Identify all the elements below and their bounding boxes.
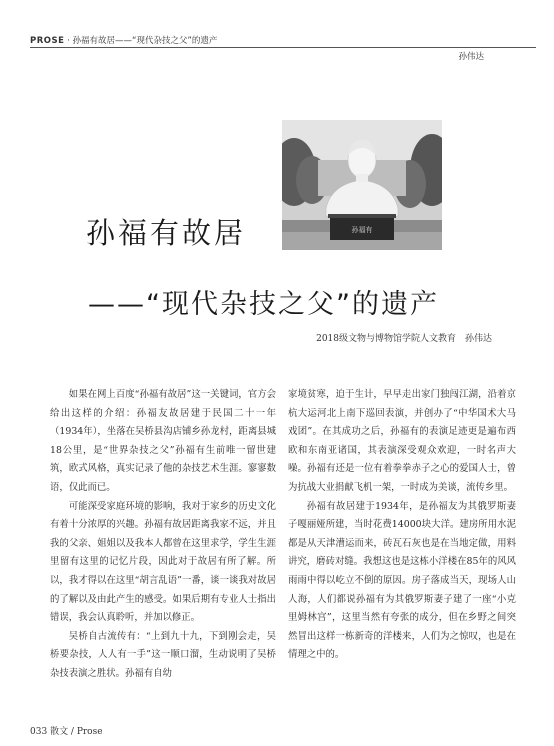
running-title: 孙福有故居——“现代杂技之父”的遗产 <box>72 36 218 46</box>
header-author: 孙伟达 <box>458 52 484 62</box>
paragraph-continued: 家境贫寒，迫于生计，早早走出家门独闯江湖，沿着京杭大运河北上南下巡回表演，并创办了“中华国术大马戏团”。在其成功之后，孙福有的表演足迹更是遍布西欧和东南亚诸国，其表演深受观众欢迎，一时名声大噪。孙福有还是一位有着拳拳赤子之心的爱国人士，曾为抗战大业捐献飞机一架，一时成为美谈，流传乡里。 <box>288 389 516 493</box>
article-title: 孙福有故居 <box>86 216 247 250</box>
paragraph: 孙福有故居建于1934年，是孙福友为其俄罗斯妻子嘎丽娅所建，当时花费14000块大洋。建房所用水泥都是从天津漕运而来，砖瓦石灰也是在当地定做，用料讲究，磨砖对缝。我想这也是这栋小洋楼在85年的风风雨雨中得以屹立不倒的原因。房子落成当天，现场人山人海，人们都说孙福有为其俄罗斯妻子建了一座“小克里姆林宫”，这里当然有夸张的成分，但在乡野之间突然冒出这样一栋新奇的洋楼来，人们为之惊叹，也是在情理之中的。 <box>288 500 516 661</box>
body-column-left <box>50 386 276 684</box>
running-header <box>30 34 217 46</box>
paragraph: 吴桥自古流传有：“上到九十九，下到刚会走，吴桥要杂技，人人有一手”这一顺口溜，生动说明了吴桥杂技表演之胜状。孙福有自幼 <box>50 630 276 679</box>
page-number: 033 <box>30 727 48 737</box>
section-label: PROSE <box>30 36 65 46</box>
header-rule <box>30 47 536 48</box>
paragraph: 如果在网上百度“孙福有故居”这一关键词，官方会给出这样的介绍：孙福友故居建于民国二十一年（1934年），坐落在吴桥县沟店铺乡孙龙村，距离县城18公里，是“世界杂技之父”孙福有生前唯一留世建筑，欧式风格，真实记录了他的杂技艺术生涯。寥寥数语，仅此而已。 <box>50 389 276 493</box>
paragraph: 可能深受家庭环境的影响，我对于家乡的历史文化有着十分浓厚的兴趣。孙福有故居距离我家不远，并且我的父亲、姐姐以及我本人都曾在这里求学，学生生涯里留有这里的记忆片段，因此对于故居有所了解。所以，我才得以在这里“胡言乱语”一番，谈一谈我对故居的了解以及由此产生的感受。如果后期有专业人士指出错误，我会认真聆听，并加以修正。 <box>50 500 276 624</box>
article-subtitle: ——“现代杂技之父”的遗产 <box>88 289 439 320</box>
body-column-right <box>288 386 516 665</box>
header-separator: · <box>67 36 70 46</box>
bust-photo-graphic <box>282 120 442 250</box>
bust-photo <box>282 120 442 250</box>
byline: 2018级文物与博物馆学院人文教育 孙伟达 <box>316 334 492 344</box>
magazine-name: 散文 / Prose <box>50 727 103 737</box>
page-footer <box>30 724 103 737</box>
plaque-text: 孙福有 <box>351 226 373 234</box>
